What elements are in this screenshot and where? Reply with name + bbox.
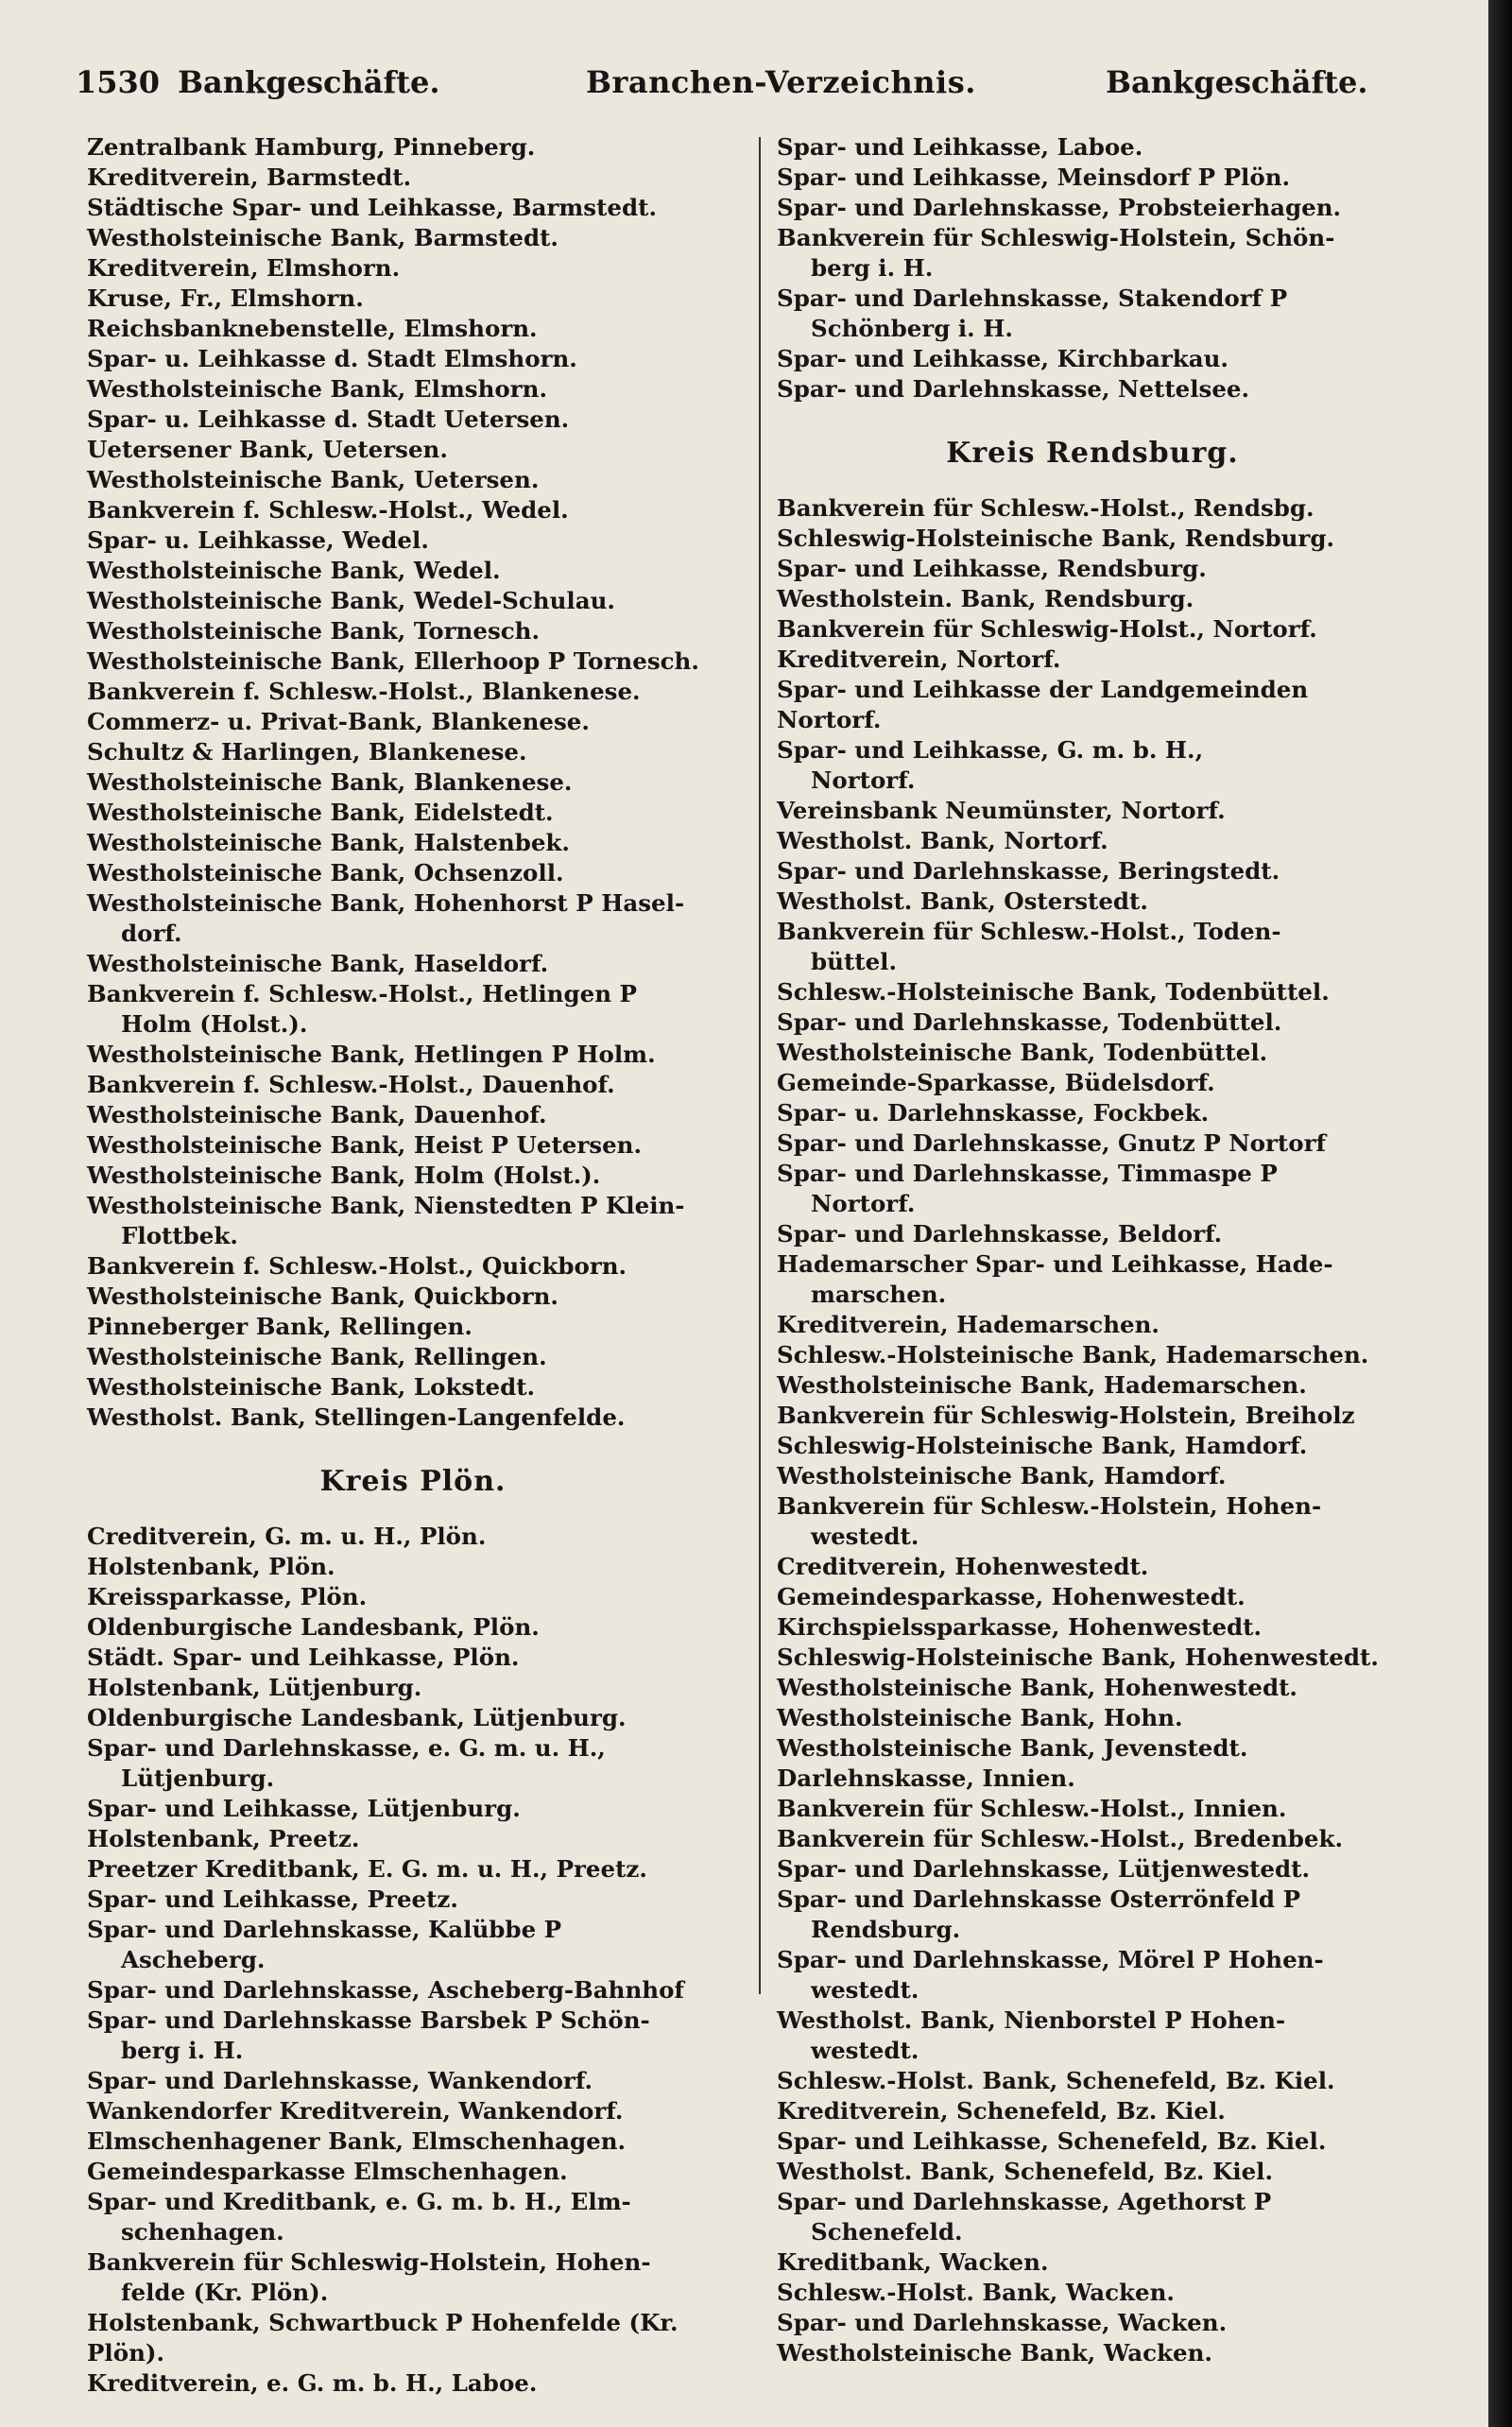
directory-entry: Westholst. Bank, Schenefeld, Bz. Kiel. (777, 2158, 1274, 2185)
directory-entry: Bankverein f. Schlesw.-Holst., Wedel. (87, 496, 569, 524)
left-entries-bottom (87, 1522, 739, 2399)
directory-entry: westedt. (811, 2037, 919, 2064)
left-column (87, 132, 739, 2399)
directory-entry: Spar- und Darlehnskasse, Gnutz P Nortorf (777, 1129, 1327, 1157)
directory-entry: Kreditverein, Schenefeld, Bz. Kiel. (777, 2097, 1226, 2125)
directory-entry: Westholsteinische Bank, Heist P Uetersen. (87, 1131, 642, 1159)
right-entries-bottom (777, 493, 1408, 2368)
directory-entry: Westholsteinische Bank, Dauenhof. (87, 1101, 547, 1128)
directory-entry: Westholsteinische Bank, Hohenhorst P Hasel- (87, 889, 685, 917)
right-entries-top (777, 132, 1408, 404)
directory-entry: Spar- und Darlehnskasse, Mörel P Hohen- (777, 1946, 1324, 1973)
directory-entry: Spar- und Darlehnskasse, Wacken. (777, 2309, 1228, 2336)
directory-entry: Commerz- u. Privat-Bank, Blankenese. (87, 708, 590, 735)
directory-entry: Spar- und Darlehnskasse Osterrönfeld P (777, 1885, 1301, 1913)
directory-entry: Spar- und Leihkasse, Kirchbarkau. (777, 345, 1228, 372)
directory-entry: Nortorf. (811, 766, 916, 794)
directory-entry: Westholsteinische Bank, Haseldorf. (87, 950, 549, 977)
directory-entry: Westholsteinische Bank, Tornesch. (87, 617, 540, 645)
directory-entry: Spar- und Darlehnskasse Barsbek P Schön- (87, 2006, 650, 2034)
directory-entry: Westholsteinische Bank, Ellerhoop P Tornesch. (87, 647, 699, 675)
directory-entry: Spar- und Darlehnskasse, Probsteierhagen. (777, 194, 1342, 221)
header-left-title: Bankgeschäfte. (178, 64, 440, 100)
page-number: 1530 (76, 64, 161, 100)
directory-entry: Elmschenhagener Bank, Elmschenhagen. (87, 2127, 627, 2155)
directory-entry: Spar- und Darlehnskasse, Nettelsee. (777, 375, 1250, 403)
directory-entry: Bankverein für Schlesw.-Holst., Rendsbg. (777, 494, 1314, 522)
directory-entry: Westholst. Bank, Nienborstel P Hohen- (777, 2006, 1286, 2034)
directory-entry: Lütjenburg. (121, 1764, 275, 1792)
directory-entry: Oldenburgische Landesbank, Plön. (87, 1613, 540, 1641)
section-title-kreis-rendsburg: Kreis Rendsburg. (946, 437, 1239, 470)
directory-entry: Spar- und Darlehnskasse, Timmaspe P (777, 1160, 1278, 1187)
directory-entry: Oldenburgische Landesbank, Lütjenburg. (87, 1704, 627, 1731)
directory-entry: Schlesw.-Holsteinische Bank, Todenbüttel. (777, 978, 1330, 1006)
directory-entry: Westholsteinische Bank, Blankenese. (87, 768, 573, 796)
directory-entry: Kreditverein, Barmstedt. (87, 164, 412, 191)
directory-entry: Schlesw.-Holsteinische Bank, Hademarschen. (777, 1341, 1369, 1368)
directory-entry: Schultz & Harlingen, Blankenese. (87, 738, 527, 766)
directory-entry: Spar- und Leihkasse, G. m. b. H., (777, 736, 1204, 764)
directory-entry: Westholsteinische Bank, Hohn. (777, 1704, 1183, 1731)
left-entries-top (87, 132, 739, 1433)
directory-entry: Spar- und Darlehnskasse, Beringstedt. (777, 857, 1280, 885)
page-edge-shadow (1488, 0, 1512, 2427)
directory-entry: Uetersener Bank, Uetersen. (87, 436, 448, 463)
directory-entry: dorf. (121, 920, 182, 947)
directory-entry: Spar- und Darlehnskasse, e. G. m. u. H., (87, 1734, 606, 1762)
directory-entry: Schönberg i. H. (811, 315, 1013, 342)
directory-entry: Kreditverein, Hademarschen. (777, 1311, 1160, 1338)
directory-entry: Spar- und Darlehnskasse, Beldorf. (777, 1220, 1223, 1248)
directory-entry: Städtische Spar- und Leihkasse, Barmstedt. (87, 194, 657, 221)
directory-entry: Spar- und Darlehnskasse, Kalübbe P (87, 1916, 562, 1943)
directory-entry: Hademarscher Spar- und Leihkasse, Hade- (777, 1250, 1333, 1278)
directory-entry: Schleswig-Holsteinische Bank, Hohenwestedt. (777, 1644, 1379, 1671)
directory-entry: Westholsteinische Bank, Todenbüttel. (777, 1039, 1268, 1066)
directory-entry: Holstenbank, Plön. (87, 1553, 335, 1580)
directory-entry: Westholsteinische Bank, Hademarschen. (777, 1371, 1307, 1399)
page-header (76, 57, 1368, 113)
directory-entry: Spar- und Darlehnskasse, Lütjenwestedt. (777, 1855, 1310, 1883)
directory-entry: Kreditverein, e. G. m. b. H., Laboe. (87, 2369, 538, 2397)
section-title-kreis-ploen: Kreis Plön. (319, 1465, 507, 1498)
directory-entry: marschen. (811, 1281, 947, 1308)
directory-entry: Bankverein für Schlesw.-Holst., Innien. (777, 1795, 1287, 1822)
directory-entry: Westholsteinische Bank, Eidelstedt. (87, 799, 554, 826)
directory-entry: berg i. H. (121, 2037, 244, 2064)
directory-entry: Spar- u. Leihkasse, Wedel. (87, 526, 429, 554)
directory-entry: westedt. (811, 1976, 919, 2004)
directory-entry: Spar- und Leihkasse der Landgemeinden (777, 676, 1309, 703)
directory-entry: Gemeinde-Sparkasse, Büdelsdorf. (777, 1069, 1215, 1096)
directory-entry: felde (Kr. Plön). (121, 2279, 329, 2306)
directory-entry: Reichsbanknebenstelle, Elmshorn. (87, 315, 538, 342)
directory-entry: Westholsteinische Bank, Jevenstedt. (777, 1734, 1248, 1762)
directory-entry: Bankverein für Schlesw.-Holstein, Hohen- (777, 1492, 1322, 1520)
directory-entry: Schlesw.-Holst. Bank, Wacken. (777, 2279, 1175, 2306)
directory-entry: Westholsteinische Bank, Halstenbek. (87, 829, 570, 856)
directory-entry: Schlesw.-Holst. Bank, Schenefeld, Bz. Kiel. (777, 2067, 1335, 2094)
directory-entry: Westholsteinische Bank, Nienstedten P Klein- (87, 1192, 685, 1219)
directory-entry: Holstenbank, Preetz. (87, 1825, 360, 1852)
directory-entry: Zentralbank Hamburg, Pinneberg. (87, 133, 536, 161)
directory-entry: Schenefeld. (811, 2218, 963, 2246)
directory-entry: Spar- und Darlehnskasse, Stakendorf P (777, 284, 1288, 312)
directory-entry: Spar- und Leihkasse, Schenefeld, Bz. Kiel. (777, 2127, 1327, 2155)
directory-entry: Spar- u. Leihkasse d. Stadt Elmshorn. (87, 345, 577, 372)
directory-entry: Westholst. Bank, Stellingen-Langenfelde. (87, 1403, 626, 1431)
directory-entry: Bankverein für Schleswig-Holstein, Hohen- (87, 2248, 651, 2276)
directory-entry: Schleswig-Holsteinische Bank, Hamdorf. (777, 1432, 1308, 1459)
directory-entry: Spar- und Darlehnskasse, Wankendorf. (87, 2067, 593, 2094)
directory-entry: Wankendorfer Kreditverein, Wankendorf. (87, 2097, 624, 2125)
directory-entry: Holstenbank, Schwartbuck P Hohenfelde (Kr. (87, 2309, 679, 2336)
directory-entry: Westholsteinische Bank, Elmshorn. (87, 375, 547, 403)
directory-entry: Spar- und Leihkasse, Preetz. (87, 1885, 458, 1913)
directory-entry: Westholsteinische Bank, Hetlingen P Holm. (87, 1041, 656, 1068)
directory-entry: Westholstein. Bank, Rendsburg. (777, 585, 1194, 612)
directory-entry: Westholsteinische Bank, Holm (Holst.). (87, 1162, 601, 1189)
directory-entry: westedt. (811, 1523, 919, 1550)
directory-entry: Holstenbank, Lütjenburg. (87, 1674, 422, 1701)
right-column (777, 132, 1408, 2368)
header-right-title: Bankgeschäfte. (1106, 64, 1368, 100)
directory-entry: Bankverein f. Schlesw.-Holst., Hetlingen P (87, 980, 637, 1007)
directory-entry: Flottbek. (121, 1222, 238, 1249)
directory-entry: Spar- u. Leihkasse d. Stadt Uetersen. (87, 405, 570, 433)
directory-entry: Vereinsbank Neumünster, Nortorf. (777, 797, 1226, 824)
directory-entry: Gemeindesparkasse Elmschenhagen. (87, 2158, 568, 2185)
directory-entry: Bankverein f. Schlesw.-Holst., Quickborn. (87, 1252, 627, 1280)
directory-entry: büttel. (811, 948, 898, 975)
directory-entry: Kreditbank, Wacken. (777, 2248, 1049, 2276)
directory-entry: Bankverein für Schleswig-Holstein, Breiholz (777, 1402, 1355, 1429)
directory-entry: Westholsteinische Bank, Rellingen. (87, 1343, 547, 1370)
directory-entry: Bankverein f. Schlesw.-Holst., Dauenhof. (87, 1071, 615, 1098)
directory-entry: Creditverein, G. m. u. H., Plön. (87, 1523, 487, 1550)
directory-entry: Spar- und Leihkasse, Rendsburg. (777, 555, 1207, 582)
directory-entry: Westholsteinische Bank, Quickborn. (87, 1282, 558, 1310)
directory-entry: Westholsteinische Bank, Wedel-Schulau. (87, 587, 615, 614)
directory-entry: Westholst. Bank, Nortorf. (777, 827, 1108, 854)
directory-entry: Kreissparkasse, Plön. (87, 1583, 368, 1610)
directory-entry: Schleswig-Holsteinische Bank, Rendsburg. (777, 525, 1334, 552)
directory-entry: Nortorf. (777, 706, 882, 733)
directory-entry: Creditverein, Hohenwestedt. (777, 1553, 1149, 1580)
directory-entry: Westholsteinische Bank, Ochsenzoll. (87, 859, 564, 886)
directory-entry: Bankverein für Schleswig-Holst., Nortorf. (777, 615, 1317, 643)
directory-entry: Westholst. Bank, Osterstedt. (777, 887, 1148, 915)
directory-entry: Bankverein für Schlesw.-Holst., Toden- (777, 918, 1281, 945)
directory-entry: Pinneberger Bank, Rellingen. (87, 1313, 472, 1340)
directory-entry: Städt. Spar- und Leihkasse, Plön. (87, 1644, 520, 1671)
directory-entry: Spar- und Leihkasse, Meinsdorf P Plön. (777, 164, 1291, 191)
directory-entry: Spar- und Kreditbank, e. G. m. b. H., Elm- (87, 2188, 631, 2215)
directory-entry: schenhagen. (121, 2218, 284, 2246)
directory-entry: Spar- und Darlehnskasse, Agethorst P (777, 2188, 1272, 2215)
directory-entry: Plön). (87, 2339, 165, 2367)
directory-entry: Bankverein für Schleswig-Holstein, Schön- (777, 224, 1335, 251)
directory-entry: Preetzer Kreditbank, E. G. m. u. H., Preetz. (87, 1855, 647, 1883)
directory-entry: Nortorf. (811, 1190, 916, 1217)
directory-entry: Spar- und Darlehnskasse, Todenbüttel. (777, 1008, 1282, 1036)
directory-entry: Westholsteinische Bank, Wacken. (777, 2339, 1212, 2367)
directory-entry: Ascheberg. (121, 1946, 266, 1973)
header-center-title: Branchen-Verzeichnis. (586, 64, 976, 100)
column-divider (759, 137, 761, 1994)
directory-entry: Westholsteinische Bank, Uetersen. (87, 466, 540, 493)
directory-entry: Darlehnskasse, Innien. (777, 1764, 1075, 1792)
directory-entry: Westholsteinische Bank, Hamdorf. (777, 1462, 1227, 1489)
directory-entry: Gemeindesparkasse, Hohenwestedt. (777, 1583, 1246, 1610)
directory-entry: Kruse, Fr., Elmshorn. (87, 284, 364, 312)
directory-entry: Spar- und Leihkasse, Laboe. (777, 133, 1143, 161)
directory-entry: Rendsburg. (811, 1916, 961, 1943)
directory-entry: Westholsteinische Bank, Wedel. (87, 557, 501, 584)
directory-entry: Westholsteinische Bank, Hohenwestedt. (777, 1674, 1297, 1701)
directory-entry: Kirchspielssparkasse, Hohenwestedt. (777, 1613, 1263, 1641)
directory-entry: Westholsteinische Bank, Barmstedt. (87, 224, 558, 251)
directory-entry: Spar- u. Darlehnskasse, Fockbek. (777, 1099, 1210, 1127)
directory-entry: Bankverein für Schlesw.-Holst., Bredenbek. (777, 1825, 1344, 1852)
directory-entry: berg i. H. (811, 254, 934, 282)
directory-entry: Holm (Holst.). (121, 1010, 308, 1038)
directory-entry: Kreditverein, Elmshorn. (87, 254, 401, 282)
directory-entry: Kreditverein, Nortorf. (777, 645, 1061, 673)
directory-entry: Bankverein f. Schlesw.-Holst., Blankenese. (87, 678, 641, 705)
directory-entry: Spar- und Leihkasse, Lütjenburg. (87, 1795, 521, 1822)
directory-entry: Westholsteinische Bank, Lokstedt. (87, 1373, 536, 1401)
directory-entry: Spar- und Darlehnskasse, Ascheberg-Bahnhof (87, 1976, 684, 2004)
